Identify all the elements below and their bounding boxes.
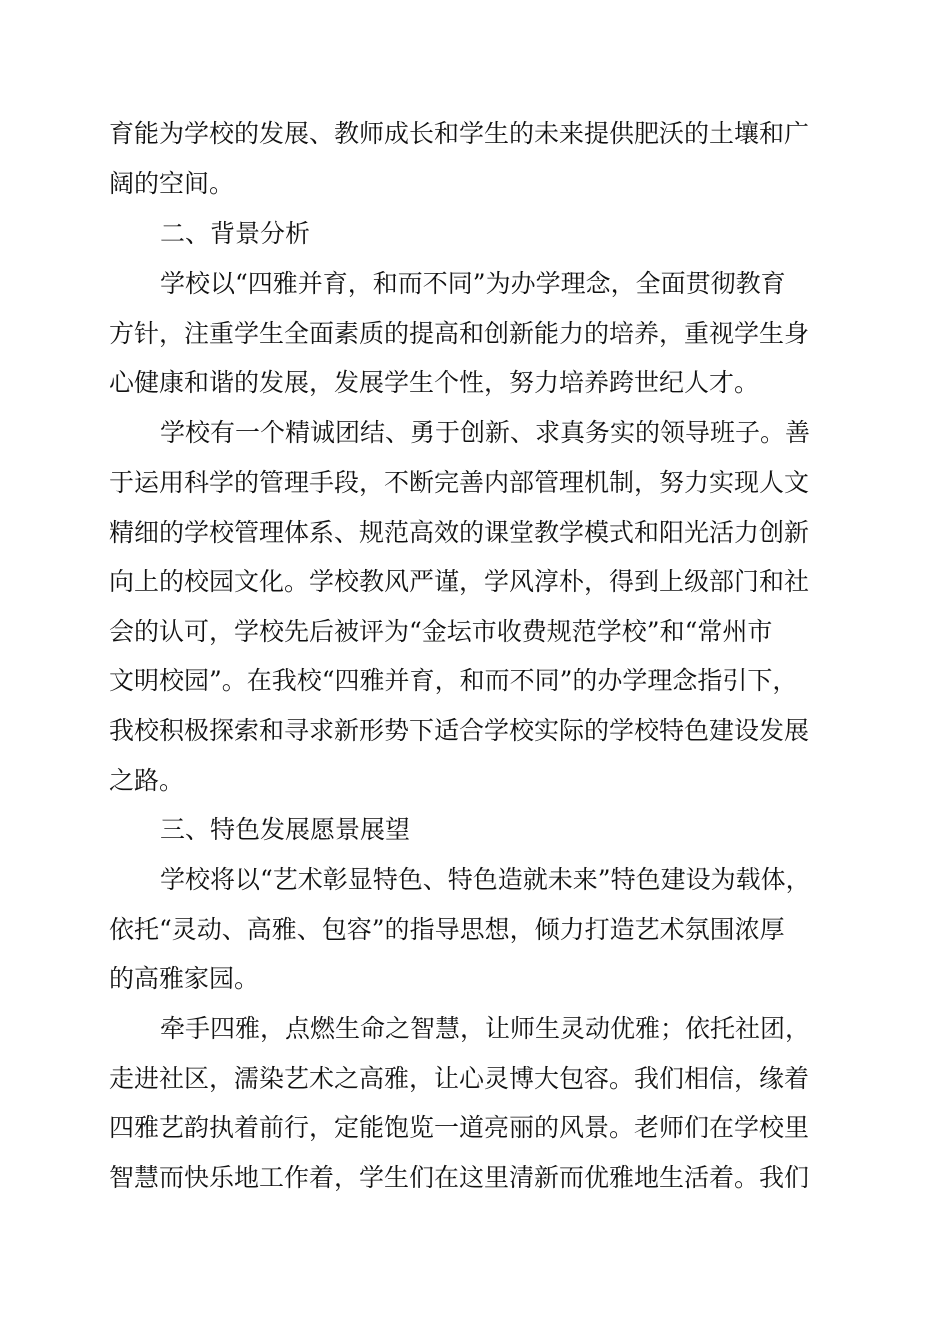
paragraph-line: 之路。: [109, 766, 185, 795]
paragraph-line: 的高雅家园。: [109, 964, 260, 993]
section-heading: 三、特色发展愿景展望: [160, 815, 411, 844]
paragraph-line: 会的认可，学校先后被评为“金坛市收费规范学校”和“常州市: [109, 617, 773, 646]
paragraph-line: 心健康和谐的发展，发展学生个性，努力培养跨世纪人才。: [109, 368, 760, 397]
paragraph-line: 学校以“四雅并育，和而不同”为办学理念，全面贯彻教育: [160, 269, 786, 298]
paragraph-line: 阔的空间。: [109, 169, 235, 198]
paragraph-line: 文明校园”。在我校“四雅并育，和而不同”的办学理念指引下，: [109, 666, 798, 695]
paragraph-line: 学校有一个精诚团结、勇于创新、求真务实的领导班子。善: [160, 418, 811, 447]
paragraph-line: 精细的学校管理体系、规范高效的课堂教学模式和阳光活力创新: [109, 518, 810, 547]
paragraph-line: 依托“灵动、高雅、包容”的指导思想，倾力打造艺术氛围浓厚: [109, 915, 785, 944]
paragraph-line: 四雅艺韵执着前行，定能饱览一道亮丽的风景。老师们在学校里: [109, 1113, 810, 1142]
section-heading: 二、背景分析: [160, 219, 311, 248]
paragraph-line: 学校将以“艺术彰显特色、特色造就未来”特色建设为载体，: [160, 865, 811, 894]
paragraph-line: 智慧而快乐地工作着，学生们在这里清新而优雅地生活着。我们: [109, 1163, 810, 1192]
paragraph-line: 于运用科学的管理手段，不断完善内部管理机制，努力实现人文: [109, 468, 810, 497]
paragraph-line: 向上的校园文化。学校教风严谨，学风淳朴，得到上级部门和社: [109, 567, 810, 596]
paragraph-line: 我校积极探索和寻求新形势下适合学校实际的学校特色建设发展: [109, 716, 810, 745]
paragraph-line: 牵手四雅，点燃生命之智慧，让师生灵动优雅；依托社团，: [160, 1014, 811, 1043]
paragraph-line: 走进社区，濡染艺术之高雅，让心灵博大包容。我们相信，缘着: [109, 1064, 810, 1093]
paragraph-line: 育能为学校的发展、教师成长和学生的未来提供肥沃的土壤和广: [109, 119, 810, 148]
paragraph-line: 方针，注重学生全面素质的提高和创新能力的培养，重视学生身: [109, 319, 810, 348]
